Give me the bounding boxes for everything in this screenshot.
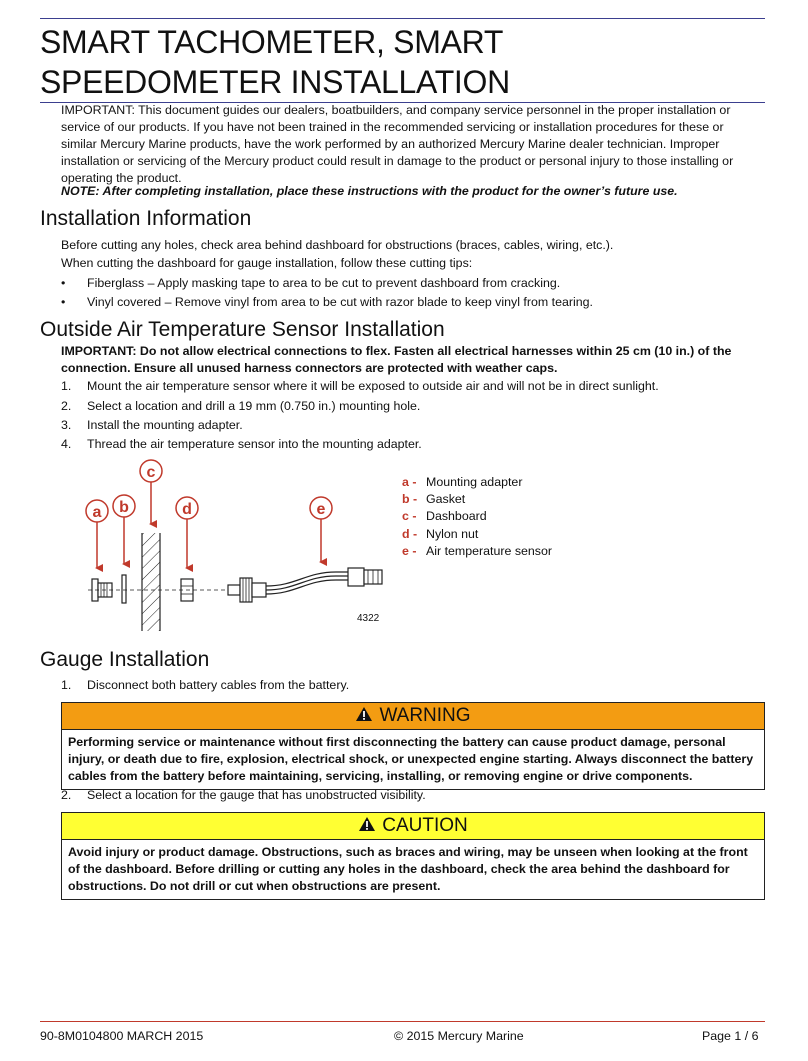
legend-letter: c -: [402, 509, 417, 523]
footer-document-number: 90-8M0104800 MARCH 2015: [40, 1029, 204, 1043]
heading-gauge-installation: Gauge Installation: [40, 648, 210, 671]
warning-triangle-icon: [355, 706, 373, 722]
caution-text: Avoid injury or product damage. Obstructions, such as braces and wiring, may be unseen when looking at the front of the dashboard. Before drilling or cutting any holes in the dashboard, check the area behind the dashboard for obstructions. Do not drill or cut when obstructions are present.: [68, 845, 748, 893]
legend-letter: e -: [402, 544, 417, 558]
page-title-line-1: SMART TACHOMETER, SMART: [40, 24, 504, 60]
warning-label: WARNING: [379, 705, 471, 726]
legend-text: Dashboard: [426, 509, 487, 523]
sensor-installation-diagram: [60, 458, 400, 638]
legend-text: Nylon nut: [426, 527, 479, 541]
step-number: 4.: [61, 437, 72, 451]
warning-header: [62, 703, 764, 730]
dashboard-panel: [142, 533, 160, 631]
footer-rule: [40, 1021, 765, 1022]
important-notice: IMPORTANT: This document guides our dealers, boatbuilders, and company service personnel in the proper installation or service of our products. If you have not been trained in the recommended servicing or installation procedures for these or similar Mercury Marine products, have the work performed by an authorized Mercury Marine dealer technician. Improper installation or servicing of the Mercury product could result in damage to the product or personal injury to those installing or operating the product.: [61, 103, 734, 185]
callout-d-letter: d: [182, 501, 192, 518]
step-number: 3.: [61, 418, 72, 432]
legend-item: [402, 474, 522, 491]
callout-e-letter: e: [316, 501, 326, 518]
bullet-marker: •: [61, 295, 66, 309]
step-text: Thread the air temperature sensor into the mounting adapter.: [87, 437, 422, 451]
caution-label: CAUTION: [382, 815, 468, 836]
callout-e: [310, 497, 332, 562]
step-number: 2.: [61, 788, 72, 802]
page-title-line-2: SPEEDOMETER INSTALLATION: [40, 64, 510, 100]
gasket-part: [122, 575, 126, 603]
page-title: [40, 22, 780, 102]
note-paragraph: [61, 183, 766, 200]
legend-text: Air temperature sensor: [426, 544, 553, 558]
callout-d: [176, 497, 198, 568]
step-text: Disconnect both battery cables from the battery.: [87, 678, 350, 692]
bullet-marker: •: [61, 276, 66, 290]
note-text: After completing installation, place these instructions with the product for the owner’s future use.: [99, 184, 678, 198]
footer-page-number: Page 1 / 6: [702, 1029, 759, 1043]
sensor-important-notice: IMPORTANT: Do not allow electrical connections to flex. Fasten all electrical harnesses within 25 cm (10 in.) of the connection. Ensure all unused harness connectors are protected with weather caps.: [61, 344, 732, 375]
caution-box: [61, 812, 765, 900]
step-text: Install the mounting adapter.: [87, 418, 243, 432]
callout-b-letter: b: [119, 499, 129, 516]
bullet-text: Fiberglass – Apply masking tape to area to be cut to prevent dashboard from cracking.: [87, 276, 561, 290]
warning-text: Performing service or maintenance without first disconnecting the battery can cause product damage, personal injury, or death due to fire, explosion, electrical shock, or unexpected engine starting. Always disconnect the battery cables from the battery before maintaining, servicing, installing, or removing engine or drive components.: [68, 735, 754, 783]
legend-item: [402, 491, 465, 508]
figure-number: 4322: [357, 613, 380, 624]
legend-letter: a -: [402, 475, 417, 489]
heading-installation-information: Installation Information: [40, 207, 252, 230]
note-label: NOTE:: [61, 184, 100, 198]
legend-item: [402, 543, 552, 560]
warning-triangle-icon: [358, 816, 376, 832]
caution-header: [62, 813, 764, 840]
callout-c-letter: c: [146, 464, 156, 481]
step-text: Mount the air temperature sensor where it will be exposed to outside air and will not be in direct sunlight.: [87, 379, 659, 393]
legend-item: [402, 508, 487, 525]
legend-letter: d -: [402, 527, 418, 541]
heading-sensor-installation: Outside Air Temperature Sensor Installation: [40, 318, 445, 341]
callout-a: [86, 500, 108, 568]
footer-copyright: © 2015 Mercury Marine: [394, 1029, 524, 1043]
step-number: 1.: [61, 379, 72, 393]
step-text: Select a location for the gauge that has unobstructed visibility.: [87, 788, 426, 802]
legend-letter: b -: [402, 492, 418, 506]
callout-a-letter: a: [92, 504, 102, 521]
installation-info-para-2: When cutting the dashboard for gauge installation, follow these cutting tips:: [61, 256, 473, 270]
callout-b: [113, 495, 135, 564]
step-number: 1.: [61, 678, 72, 692]
step-text: Select a location and drill a 19 mm (0.750 in.) mounting hole.: [87, 399, 421, 413]
legend-text: Gasket: [426, 492, 466, 506]
title-top-rule: [40, 18, 765, 19]
legend-text: Mounting adapter: [426, 475, 523, 489]
callout-c: [140, 460, 162, 524]
bullet-text: Vinyl covered – Remove vinyl from area to be cut with razor blade to keep vinyl from tearing.: [87, 295, 593, 309]
air-temperature-sensor-part: [228, 568, 382, 602]
legend-item: [402, 526, 478, 543]
step-number: 2.: [61, 399, 72, 413]
installation-info-para-1: Before cutting any holes, check area behind dashboard for obstructions (braces, cables, wiring, etc.).: [61, 238, 614, 252]
warning-box: [61, 702, 765, 790]
